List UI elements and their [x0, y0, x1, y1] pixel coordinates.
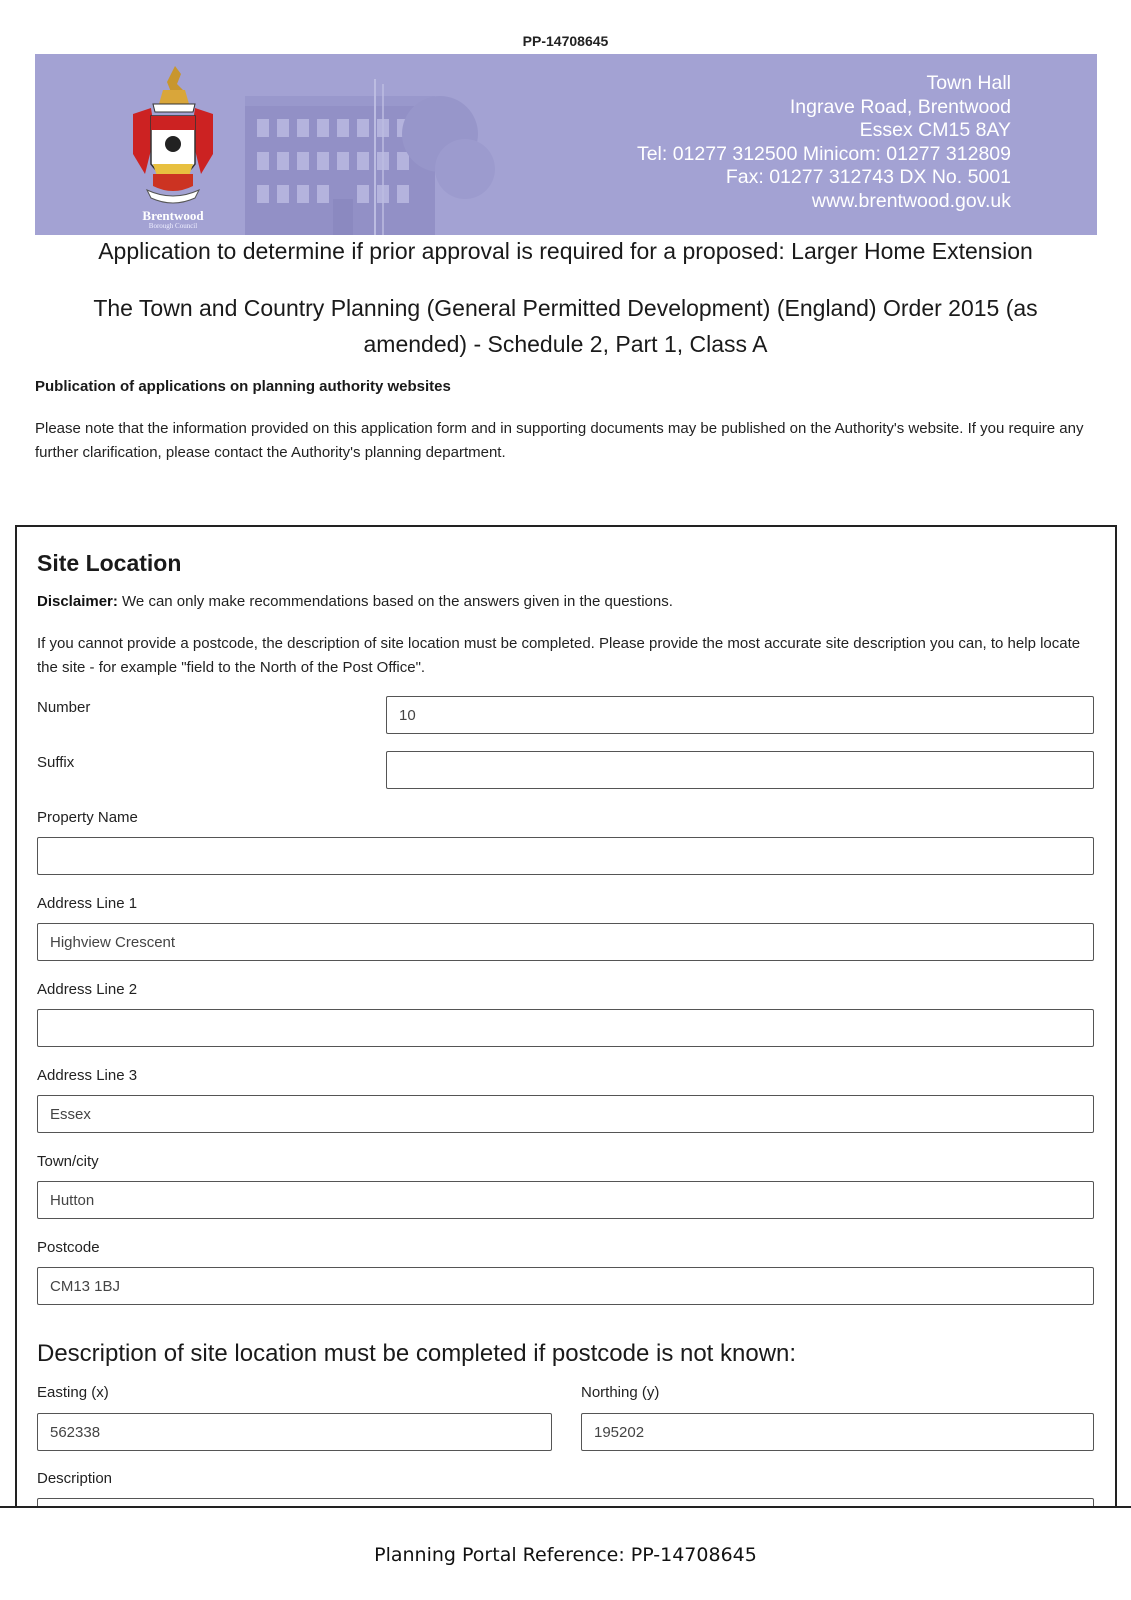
- contact-line: Town Hall: [926, 72, 1011, 94]
- council-name: Brentwood: [142, 208, 204, 223]
- address-line-1-field[interactable]: Highview Crescent: [37, 923, 1094, 961]
- application-title: Application to determine if prior approval is required for a proposed: Larger Home Extension: [98, 238, 1033, 264]
- number-field[interactable]: 10: [386, 696, 1094, 734]
- contact-line: Ingrave Road, Brentwood: [789, 95, 1011, 118]
- document-reference: PP-14708645: [522, 33, 609, 49]
- northing-label: Northing (y): [581, 1384, 660, 1401]
- section-title: Site Location: [37, 550, 182, 576]
- postcode-label: Postcode: [37, 1239, 100, 1256]
- address-line-3-label: Address Line 3: [37, 1067, 138, 1084]
- contact-line: Essex CM15 8AY: [859, 119, 1011, 141]
- description-label: Description: [37, 1470, 113, 1487]
- council-subtitle: Borough Council: [148, 222, 198, 230]
- town-hall-building-image: [225, 74, 495, 235]
- town-city-label: Town/city: [37, 1153, 99, 1170]
- publication-notice: Please note that the information provided on this application form and in supporting documents may be published on the Authority's website. If you require any further clarification, please contact the Authority's planning department.: [35, 420, 1084, 461]
- easting-field[interactable]: 562338: [37, 1413, 552, 1451]
- council-contact-block: [637, 72, 1011, 213]
- town-city-field[interactable]: Hutton: [37, 1181, 1094, 1219]
- footer-reference: Planning Portal Reference: PP-14708645: [374, 1544, 757, 1566]
- easting-label: Easting (x): [37, 1384, 109, 1401]
- address-line-2-label: Address Line 2: [37, 981, 138, 998]
- disclaimer-label: Disclaimer:: [37, 593, 118, 610]
- council-banner: [35, 54, 1097, 235]
- contact-line: Fax: 01277 312743 DX No. 5001: [725, 166, 1011, 188]
- suffix-label: Suffix: [37, 754, 75, 771]
- property-name-label: Property Name: [37, 809, 138, 826]
- address-line-1-label: Address Line 1: [37, 895, 138, 912]
- publication-heading: Publication of applications on planning authority websites: [35, 378, 451, 395]
- address-line-3-field[interactable]: Essex: [37, 1095, 1094, 1133]
- brentwood-crest-logo: [123, 64, 223, 214]
- northing-field[interactable]: 195202: [581, 1413, 1094, 1451]
- disclaimer-text: We can only make recommendations based on the answers given in the questions.: [117, 593, 673, 610]
- contact-website: www.brentwood.gov.uk: [811, 189, 1011, 212]
- contact-line: Tel: 01277 312500 Minicom: 01277 312809: [636, 142, 1011, 165]
- description-heading: Description of site location must be completed if postcode is not known:: [37, 1340, 797, 1367]
- postcode-field[interactable]: CM13 1BJ: [37, 1267, 1094, 1305]
- site-instructions: If you cannot provide a postcode, the description of site location must be completed. Please provide the most accurate site description you can, to help locate the site - for example "field to the North of the Post Office".: [37, 635, 1081, 676]
- disclaimer: [37, 593, 673, 610]
- number-label: Number: [37, 699, 91, 716]
- suffix-field[interactable]: [386, 751, 1094, 789]
- address-line-2-field[interactable]: [37, 1009, 1094, 1047]
- footer-divider: [0, 1506, 1131, 1508]
- legislation-title: The Town and Country Planning (General Permitted Development) (England) Order 2015 (as amended) - Schedule 2, Part 1, Class A: [93, 295, 1038, 357]
- property-name-field[interactable]: [37, 837, 1094, 875]
